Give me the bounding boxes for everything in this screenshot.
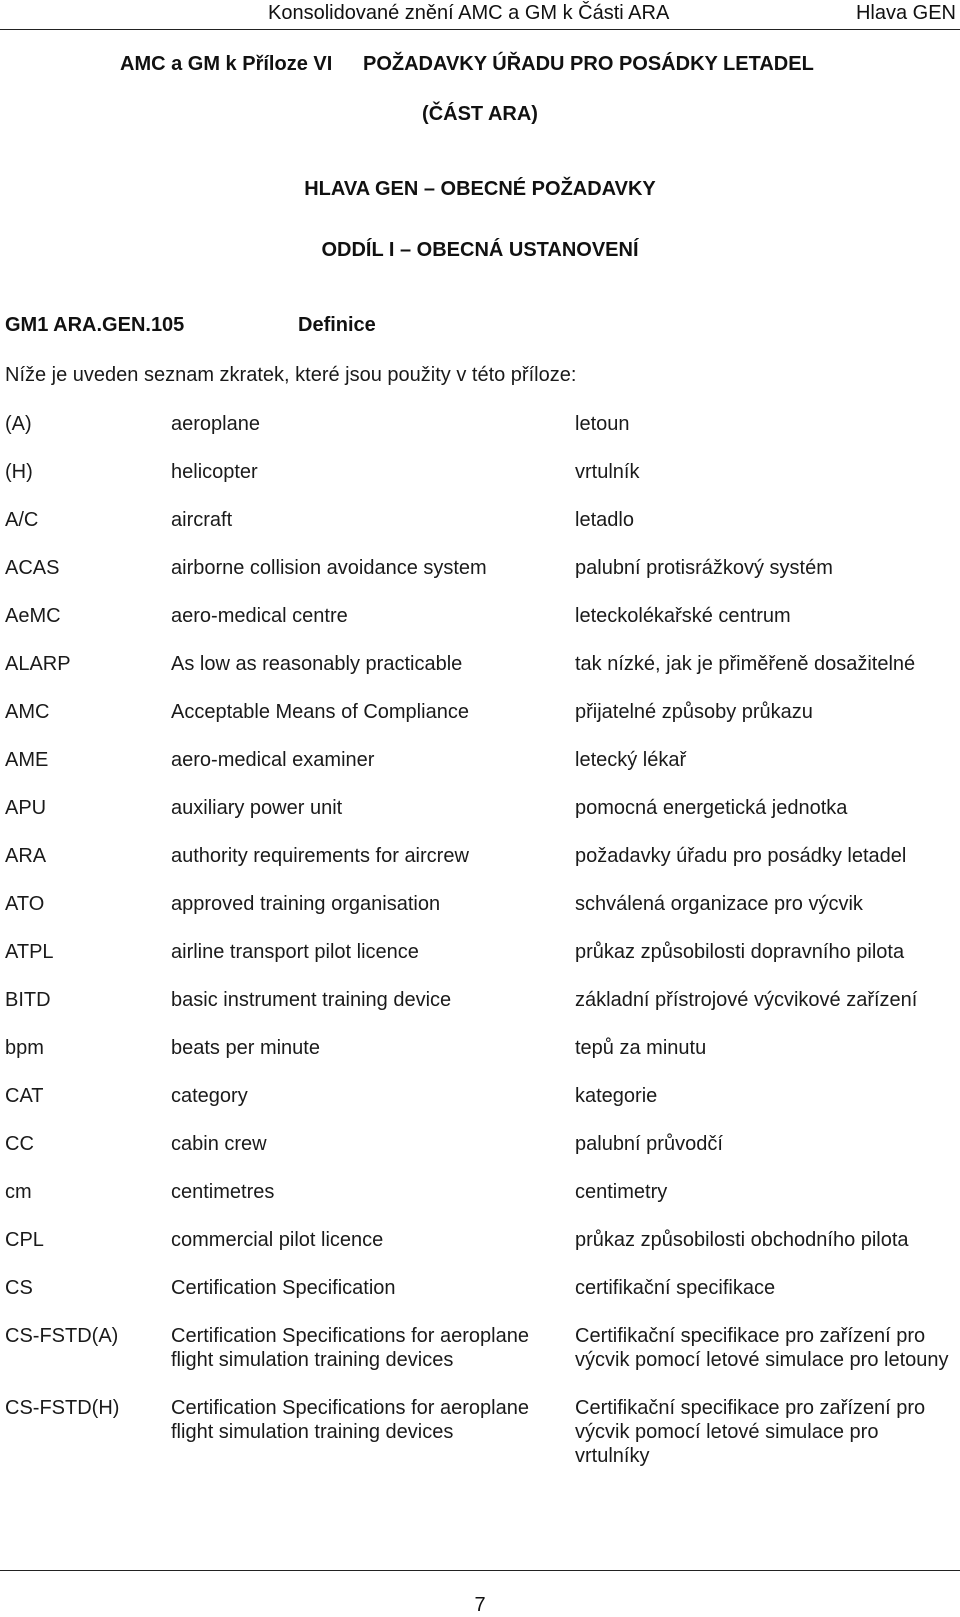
abbreviation-row [0, 700, 960, 748]
abbreviation-row [0, 1036, 960, 1084]
abbreviation-czech: letoun [575, 413, 630, 435]
abbreviation-english: aero-medical centre [171, 605, 348, 627]
abbreviation-czech: centimetry [575, 1181, 668, 1203]
abbreviation-english: auxiliary power unit [171, 797, 343, 819]
abbreviation-czech: kategorie [575, 1085, 658, 1107]
abbreviation-czech: Certifikační specifikace pro zařízení pro výcvik pomocí letové simulace pro vrtulníky [575, 1397, 926, 1467]
subpart-heading: HLAVA GEN – OBECNÉ POŽADAVKY [304, 178, 656, 200]
abbreviation-row [0, 508, 960, 556]
abbreviation-term: ALARP [5, 653, 71, 675]
abbreviation-english: Certification Specification [171, 1277, 396, 1299]
abbreviation-czech: letadlo [575, 509, 634, 531]
abbreviation-term: AME [5, 749, 49, 771]
abbreviation-english: aero-medical examiner [171, 749, 375, 771]
abbreviation-term: (H) [5, 461, 33, 483]
abbreviation-term: CPL [5, 1229, 44, 1251]
annex-heading-title: POŽADAVKY ÚŘADU PRO POSÁDKY LETADEL [363, 53, 814, 75]
abbreviation-english: basic instrument training device [171, 989, 452, 1011]
abbreviation-row [0, 652, 960, 700]
abbreviation-row [0, 1324, 960, 1396]
abbreviation-czech: průkaz způsobilosti dopravního pilota [575, 941, 905, 963]
abbreviation-english: helicopter [171, 461, 258, 483]
abbreviation-czech: tak nízké, jak je přiměřeně dosažitelné [575, 653, 916, 675]
abbreviation-row [0, 1276, 960, 1324]
abbreviation-czech: certifikační specifikace [575, 1277, 776, 1299]
annex-heading-label: AMC a GM k Příloze VI [120, 53, 333, 75]
abbreviation-term: (A) [5, 413, 32, 435]
abbreviation-row [0, 844, 960, 892]
abbreviation-czech: pomocná energetická jednotka [575, 797, 848, 819]
abbreviation-term: ATPL [5, 941, 54, 963]
abbreviation-term: CC [5, 1133, 34, 1155]
abbreviation-czech: schválená organizace pro výcvik [575, 893, 863, 915]
abbreviation-english: commercial pilot licence [171, 1229, 384, 1251]
abbreviation-row [0, 748, 960, 796]
abbreviation-term: ATO [5, 893, 45, 915]
abbreviation-term: cm [5, 1181, 32, 1203]
abbreviation-czech: požadavky úřadu pro posádky letadel [575, 845, 907, 867]
abbreviation-term: AeMC [5, 605, 61, 627]
abbreviation-term: ARA [5, 845, 47, 867]
abbreviation-czech: leteckolékařské centrum [575, 605, 791, 627]
abbreviation-row [0, 988, 960, 1036]
gm-title: Definice [298, 314, 376, 336]
abbreviation-english: approved training organisation [171, 893, 441, 915]
abbreviation-czech: Certifikační specifikace pro zařízení pro výcvik pomocí letové simulace pro letouny [575, 1325, 949, 1371]
abbreviation-english: Certification Specifications for aeroplane flight simulation training devices [171, 1397, 529, 1443]
abbreviation-term: bpm [5, 1037, 44, 1059]
abbreviation-row [0, 460, 960, 508]
abbreviation-english: airborne collision avoidance system [171, 557, 487, 579]
abbreviation-english: As low as reasonably practicable [171, 653, 463, 675]
abbreviation-term: CS-FSTD(A) [5, 1325, 119, 1347]
section-heading: ODDÍL I – OBECNÁ USTANOVENÍ [321, 239, 639, 261]
footer-divider [0, 1570, 960, 1571]
abbreviation-czech: průkaz způsobilosti obchodního pilota [575, 1229, 909, 1251]
abbreviation-row [0, 796, 960, 844]
abbreviation-english: beats per minute [171, 1037, 320, 1059]
abbreviation-czech: tepů za minutu [575, 1037, 707, 1059]
abbreviation-czech: letecký lékař [575, 749, 687, 771]
abbreviation-row [0, 1180, 960, 1228]
page-header [0, 2, 960, 28]
abbreviation-term: APU [5, 797, 47, 819]
abbreviation-english: airline transport pilot licence [171, 941, 419, 963]
abbreviation-row [0, 1084, 960, 1132]
abbreviation-row [0, 604, 960, 652]
abbreviation-english: Certification Specifications for aeroplane flight simulation training devices [171, 1325, 529, 1371]
abbreviation-row [0, 940, 960, 988]
abbreviation-czech: vrtulník [575, 461, 640, 483]
abbreviation-list [0, 412, 960, 1492]
abbreviation-row [0, 412, 960, 460]
abbreviation-row [0, 556, 960, 604]
page-number: 7 [474, 1594, 486, 1616]
intro-paragraph: Níže je uveden seznam zkratek, které jsou použity v této příloze: [5, 364, 577, 386]
abbreviation-english: aeroplane [171, 413, 260, 435]
part-heading: (ČÁST ARA) [422, 103, 538, 125]
abbreviation-czech: palubní průvodčí [575, 1133, 723, 1155]
header-divider [0, 29, 960, 30]
gm-identifier: GM1 ARA.GEN.105 [5, 314, 185, 336]
abbreviation-term: BITD [5, 989, 51, 1011]
abbreviation-english: authority requirements for aircrew [171, 845, 469, 867]
abbreviation-english: aircraft [171, 509, 233, 531]
abbreviation-row [0, 1396, 960, 1492]
abbreviation-term: CS [5, 1277, 33, 1299]
abbreviation-term: CAT [5, 1085, 44, 1107]
header-document-title: Konsolidované znění AMC a GM k Části ARA [268, 2, 670, 24]
abbreviation-row [0, 1132, 960, 1180]
abbreviation-czech: palubní protisrážkový systém [575, 557, 833, 579]
abbreviation-english: category [171, 1085, 248, 1107]
abbreviation-term: AMC [5, 701, 50, 723]
abbreviation-english: cabin crew [171, 1133, 267, 1155]
abbreviation-czech: přijatelné způsoby průkazu [575, 701, 813, 723]
abbreviation-term: ACAS [5, 557, 60, 579]
abbreviation-english: centimetres [171, 1181, 275, 1203]
abbreviation-english: Acceptable Means of Compliance [171, 701, 469, 723]
abbreviation-row [0, 892, 960, 940]
abbreviation-term: A/C [5, 509, 39, 531]
abbreviation-czech: základní přístrojové výcvikové zařízení [575, 989, 918, 1011]
abbreviation-term: CS-FSTD(H) [5, 1397, 120, 1419]
abbreviation-row [0, 1228, 960, 1276]
header-chapter: Hlava GEN [855, 2, 956, 24]
